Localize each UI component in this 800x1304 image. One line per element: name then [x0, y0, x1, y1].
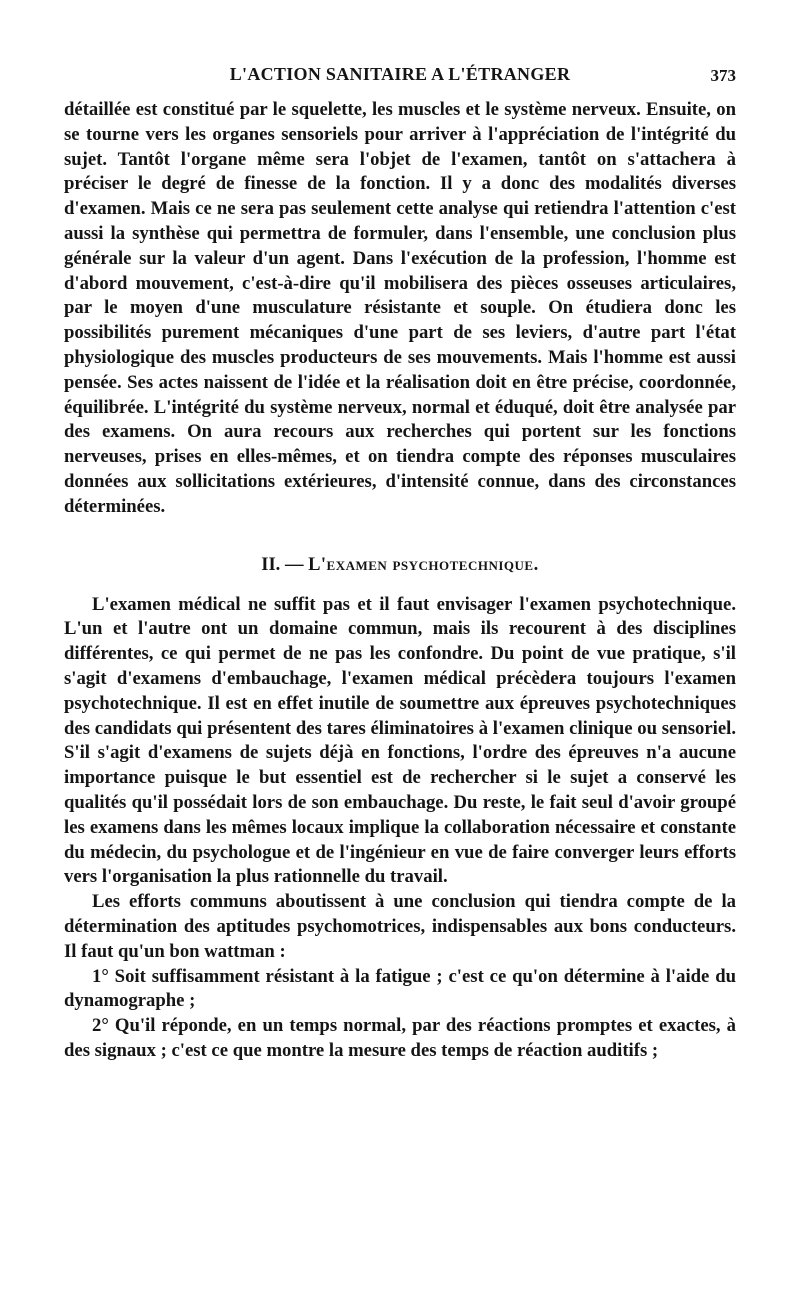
list-item-reaction: 2° Qu'il réponde, en un temps normal, par des réactions promptes et exactes, à des signaux ; c'est ce que montre la mesure des temps de réaction auditifs ; [64, 1015, 736, 1061]
document-page [64, 58, 736, 1064]
paragraph-medical-vs-psychotechnical: L'examen médical ne suffit pas et il faut envisager l'examen psychotechnique. L'un et l'autre ont un domaine commun, mais ils recourent à des disciplines différentes, ce qui permet de ne pas les confondre. Du point de vue pratique, s'il s'agit d'examens d'embauchage, l'examen médical précèdera toujours l'examen psychotechnique. Il est en effet inutile de soumettre aux épreuves psychotechniques des candidats qui présentent des tares éliminatoires à l'examen clinique ou sensoriel. S'il s'agit d'examens de sujets déjà en fonctions, l'ordre des épreuves n'a aucune importance puisque le but essentiel est de rechercher si le sujet a conservé les qualités qu'il possédait lors de son embauchage. Du reste, le fait seul d'avoir groupé les examens dans les mêmes locaux implique la collaboration nécessaire et constante du médecin, du psychologue et de l'ingénieur en vue de faire converger leurs efforts vers l'organisation la plus rationnelle du travail. [64, 593, 736, 888]
section-dash: — [284, 554, 304, 575]
paragraph-continued: détaillée est constitué par le squelette, les muscles et le système nerveux. Ensuite, on se tourne vers les organes sensoriels pour arriver à l'appréciation de l'intégrité du sujet. Tantôt l'organe même sera l'objet de l'examen, tantôt on s'attachera à préciser le degré de finesse de la fonction. Il y a donc des modalités diverses d'examen. Mais ce ne sera pas seulement cette analyse qui retiendra l'attention c'est aussi la synthèse qui permettra de formuler, dans l'ensemble, une conclusion plus générale sur la valeur d'un agent. Dans l'exécution de la profession, l'homme est d'abord mouvement, c'est-à-dire qu'il mobilisera des pièces osseuses articulaires, par le moyen d'une musculature résistante et souple. On étudiera donc les possibilités purement mécaniques d'une part de ses leviers, d'autre part l'état physiologique des muscles producteurs de ses mouvements. Mais l'homme est aussi pensée. Ses actes naissent de l'idée et la réalisation doit en être précise, coordonnée, équilibrée. L'intégrité du système nerveux, normal et éduqué, doit être analysée par des examens. On aura recours aux recherches qui portent sur les fonctions nerveuses, prises en elles-mêmes, et on tiendra compte des réponses musculaires données aux sollicitations extérieures, d'intensité connue, dans des circonstances déterminées. [64, 99, 736, 517]
list-item-fatigue: 1° Soit suffisamment résistant à la fatigue ; c'est ce qu'on détermine à l'aide du dynamographe ; [64, 965, 736, 1012]
section-title: L'examen psychotechnique. [308, 554, 539, 575]
section-heading [64, 553, 736, 577]
running-title: L'ACTION SANITAIRE A L'ÉTRANGER [229, 64, 571, 84]
page-number: 373 [710, 66, 736, 85]
running-header [64, 58, 736, 98]
paragraph-common-efforts: Les efforts communs aboutissent à une conclusion qui tiendra compte de la détermination des aptitudes psychomotrices, indispensables aux bons conducteurs. Il faut qu'un bon wattman : [64, 891, 736, 962]
section-number: II. [261, 554, 281, 575]
